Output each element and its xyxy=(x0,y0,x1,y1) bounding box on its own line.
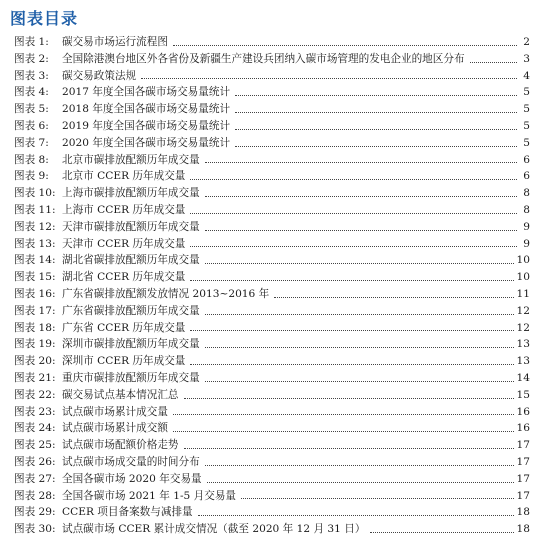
toc-entry[interactable] xyxy=(14,51,530,68)
toc-entry[interactable] xyxy=(14,269,530,286)
toc-entry-label: 图表 1: xyxy=(14,36,49,48)
toc-entry-title: 全国除港澳台地区外各省份及新疆生产建设兵团纳入碳市场管理的发电企业的地区分布 xyxy=(62,52,465,65)
toc-entry-title: 天津市 CCER 历年成交量 xyxy=(62,237,186,250)
toc-leader-dots xyxy=(190,179,517,180)
toc-entry-page-number: 16 xyxy=(516,422,530,435)
toc-entry-title: 天津市碳排放配额历年成交量 xyxy=(62,220,200,233)
toc-leader-dots xyxy=(190,213,517,214)
toc-entry-page-number: 17 xyxy=(516,472,530,485)
toc-leader-dots xyxy=(198,515,514,516)
toc-entry-label: 图表 26: xyxy=(14,455,56,468)
toc-entry-title: 全国各碳市场 2021 年 1-5 月交易量 xyxy=(62,489,237,502)
toc-entry-label: 图表 15: xyxy=(14,271,56,284)
toc-entry-title: 2019 年度全国各碳市场交易量统计 xyxy=(62,119,231,132)
toc-entry-label: 图表 14: xyxy=(14,254,56,267)
toc-entry[interactable] xyxy=(14,370,530,387)
toc-entry[interactable] xyxy=(14,68,530,85)
toc-entry[interactable] xyxy=(14,202,530,219)
toc-entry-page-number: 12 xyxy=(516,304,530,317)
toc-entry[interactable] xyxy=(14,488,530,505)
toc-entry-label: 图表 13: xyxy=(14,237,56,250)
toc-entry-title: 北京市 CCER 历年成交量 xyxy=(62,170,186,183)
toc-entry-title: 2017 年度全国各碳市场交易量统计 xyxy=(62,86,231,99)
toc-entry-page-number: 6 xyxy=(523,153,530,166)
toc-entry[interactable] xyxy=(14,118,530,135)
toc-leader-dots xyxy=(205,314,514,315)
toc-entry-page-number: 3 xyxy=(523,52,530,65)
toc-entry-title: 2018 年度全国各碳市场交易量统计 xyxy=(62,103,231,116)
toc-leader-dots xyxy=(184,448,514,449)
toc-list xyxy=(14,34,530,538)
toc-entry-page-number: 11 xyxy=(516,287,530,300)
toc-entry-title: 碳交易试点基本情况汇总 xyxy=(62,388,179,401)
toc-entry-title: 全国各碳市场 2020 年交易量 xyxy=(62,472,202,485)
toc-entry-page-number: 9 xyxy=(523,220,530,233)
toc-entry-page-number: 17 xyxy=(516,455,530,468)
toc-entry-label: 图表 12: xyxy=(14,220,56,233)
toc-entry-title: 试点碳市场配额价格走势 xyxy=(62,439,179,452)
toc-entry[interactable] xyxy=(14,135,530,152)
toc-entry-page-number: 8 xyxy=(523,187,530,200)
toc-entry[interactable] xyxy=(14,471,530,488)
toc-entry-title: 2020 年度全国各碳市场交易量统计 xyxy=(62,136,231,149)
toc-entry-title: 试点碳市场成交量的时间分布 xyxy=(62,455,200,468)
toc-entry-label: 图表 8: xyxy=(14,153,49,166)
toc-entry-page-number: 12 xyxy=(516,321,530,334)
toc-entry[interactable] xyxy=(14,236,530,253)
toc-leader-dots xyxy=(190,280,513,281)
toc-entry[interactable] xyxy=(14,454,530,471)
toc-leader-dots xyxy=(370,532,513,533)
toc-entry[interactable] xyxy=(14,152,530,169)
toc-leader-dots xyxy=(184,398,514,399)
toc-entry-page-number: 4 xyxy=(523,69,530,82)
toc-entry[interactable] xyxy=(14,504,530,521)
toc-entry-title: 广东省碳排放配额发放情况 2013~2016 年 xyxy=(62,287,270,300)
toc-entry-label: 图表 7: xyxy=(14,136,49,149)
toc-entry-label: 图表 6: xyxy=(14,119,49,132)
toc-entry-title: 试点碳市场 CCER 累计成交情况（截至 2020 年 12 月 31 日） xyxy=(62,523,366,536)
toc-entry-page-number: 18 xyxy=(516,506,530,519)
toc-entry-title: 试点碳市场累计成交量 xyxy=(62,405,168,418)
toc-entry-label: 图表 4: xyxy=(14,86,49,99)
toc-entry-page-number: 13 xyxy=(516,355,530,368)
toc-entry-page-number: 5 xyxy=(523,119,530,132)
toc-leader-dots xyxy=(205,465,514,466)
toc-entry[interactable] xyxy=(14,252,530,269)
toc-entry[interactable] xyxy=(14,353,530,370)
toc-leader-dots xyxy=(235,129,517,130)
toc-entry-label: 图表 28: xyxy=(14,489,56,502)
toc-leader-dots xyxy=(173,45,517,46)
toc-leader-dots xyxy=(173,431,514,432)
toc-entry-title: 试点碳市场累计成交额 xyxy=(62,422,168,435)
toc-entry[interactable] xyxy=(14,84,530,101)
toc-entry-label: 图表 20: xyxy=(14,355,56,368)
toc-leader-dots xyxy=(207,482,514,483)
toc-entry-title: 广东省 CCER 历年成交量 xyxy=(62,321,186,334)
toc-entry-title: 上海市 CCER 历年成交量 xyxy=(62,203,186,216)
toc-entry[interactable] xyxy=(14,101,530,118)
toc-entry-label: 图表 23: xyxy=(14,405,56,418)
toc-entry-page-number: 5 xyxy=(523,136,530,149)
toc-entry-page-number: 13 xyxy=(516,338,530,351)
toc-entry[interactable] xyxy=(14,219,530,236)
toc-entry[interactable] xyxy=(14,286,530,303)
toc-entry-page-number: 10 xyxy=(516,271,530,284)
toc-entry-label: 图表 21: xyxy=(14,371,56,384)
toc-entry-page-number: 8 xyxy=(523,203,530,216)
toc-entry-page-number: 5 xyxy=(523,103,530,116)
toc-entry-label: 图表 27: xyxy=(14,472,56,485)
toc-entry-title: 湖北省碳排放配额历年成交量 xyxy=(62,254,200,267)
toc-entry-label: 图表 2: xyxy=(14,52,49,65)
toc-leader-dots xyxy=(235,95,517,96)
toc-entry[interactable] xyxy=(14,320,530,337)
toc-entry-title: 湖北省 CCER 历年成交量 xyxy=(62,271,186,284)
toc-entry-page-number: 5 xyxy=(523,86,530,99)
toc-leader-dots xyxy=(205,263,514,264)
toc-entry-page-number: 17 xyxy=(516,439,530,452)
toc-entry[interactable] xyxy=(14,404,530,421)
toc-leader-dots xyxy=(235,146,517,147)
toc-entry-label: 图表 29: xyxy=(14,506,56,519)
toc-entry-label: 图表 16: xyxy=(14,287,56,300)
toc-entry-label: 图表 5: xyxy=(14,103,49,116)
toc-leader-dots xyxy=(190,330,513,331)
toc-entry[interactable] xyxy=(14,437,530,454)
toc-entry[interactable] xyxy=(14,336,530,353)
toc-entry-label: 图表 11: xyxy=(14,203,56,216)
toc-entry-page-number: 17 xyxy=(516,489,530,502)
toc-entry-label: 图表 30: xyxy=(14,523,56,536)
toc-entry-label: 图表 18: xyxy=(14,321,56,334)
toc-leader-dots xyxy=(274,297,513,298)
toc-leader-dots xyxy=(190,364,513,365)
toc-entry-title: 深圳市 CCER 历年成交量 xyxy=(62,355,186,368)
toc-entry-title: 北京市碳排放配额历年成交量 xyxy=(62,153,200,166)
toc-leader-dots xyxy=(470,62,517,63)
toc-leader-dots xyxy=(241,498,513,499)
toc-leader-dots xyxy=(205,162,517,163)
toc-entry-label: 图表 17: xyxy=(14,304,56,317)
toc-entry-page-number: 18 xyxy=(516,523,530,536)
toc-entry-page-number: 14 xyxy=(516,371,530,384)
toc-entry-title: 碳交易政策法规 xyxy=(62,69,137,82)
toc-leader-dots xyxy=(205,347,514,348)
toc-entry[interactable] xyxy=(14,303,530,320)
toc-entry-title: 深圳市碳排放配额历年成交量 xyxy=(62,338,200,351)
toc-entry-label: 图表 25: xyxy=(14,439,56,452)
toc-entry-page-number: 15 xyxy=(516,388,530,401)
toc-entry[interactable] xyxy=(14,34,530,51)
toc-leader-dots xyxy=(205,230,517,231)
toc-entry-title: 重庆市碳排放配额历年成交量 xyxy=(62,371,200,384)
toc-entry[interactable] xyxy=(14,387,530,404)
toc-entry-page-number: 2 xyxy=(523,36,530,48)
toc-entry-page-number: 9 xyxy=(523,237,530,250)
toc-leader-dots xyxy=(235,112,517,113)
toc-leader-dots xyxy=(173,414,514,415)
toc-entry-title: 上海市碳排放配额历年成交量 xyxy=(62,187,200,200)
toc-entry-label: 图表 24: xyxy=(14,422,56,435)
toc-entry-label: 图表 19: xyxy=(14,338,56,351)
toc-entry-label: 图表 3: xyxy=(14,69,49,82)
toc-entry[interactable] xyxy=(14,420,530,437)
toc-entry-label: 图表 22: xyxy=(14,388,56,401)
toc-leader-dots xyxy=(205,381,514,382)
toc-entry-page-number: 16 xyxy=(516,405,530,418)
toc-entry-title: 碳交易市场运行流程图 xyxy=(62,36,168,48)
toc-entry[interactable] xyxy=(14,521,530,538)
toc-entry-label: 图表 9: xyxy=(14,170,49,183)
toc-entry[interactable] xyxy=(14,168,530,185)
toc-entry[interactable] xyxy=(14,185,530,202)
toc-leader-dots xyxy=(205,196,517,197)
toc-entry-label: 图表 10: xyxy=(14,187,56,200)
page-title: 图表目录 xyxy=(10,9,79,28)
toc-leader-dots xyxy=(190,246,517,247)
toc-leader-dots xyxy=(141,78,517,79)
toc-entry-title: 广东省碳排放配额历年成交量 xyxy=(62,304,200,317)
toc-entry-page-number: 10 xyxy=(516,254,530,267)
toc-entry-title: CCER 项目备案数与减排量 xyxy=(62,506,193,519)
toc-entry-page-number: 6 xyxy=(523,170,530,183)
